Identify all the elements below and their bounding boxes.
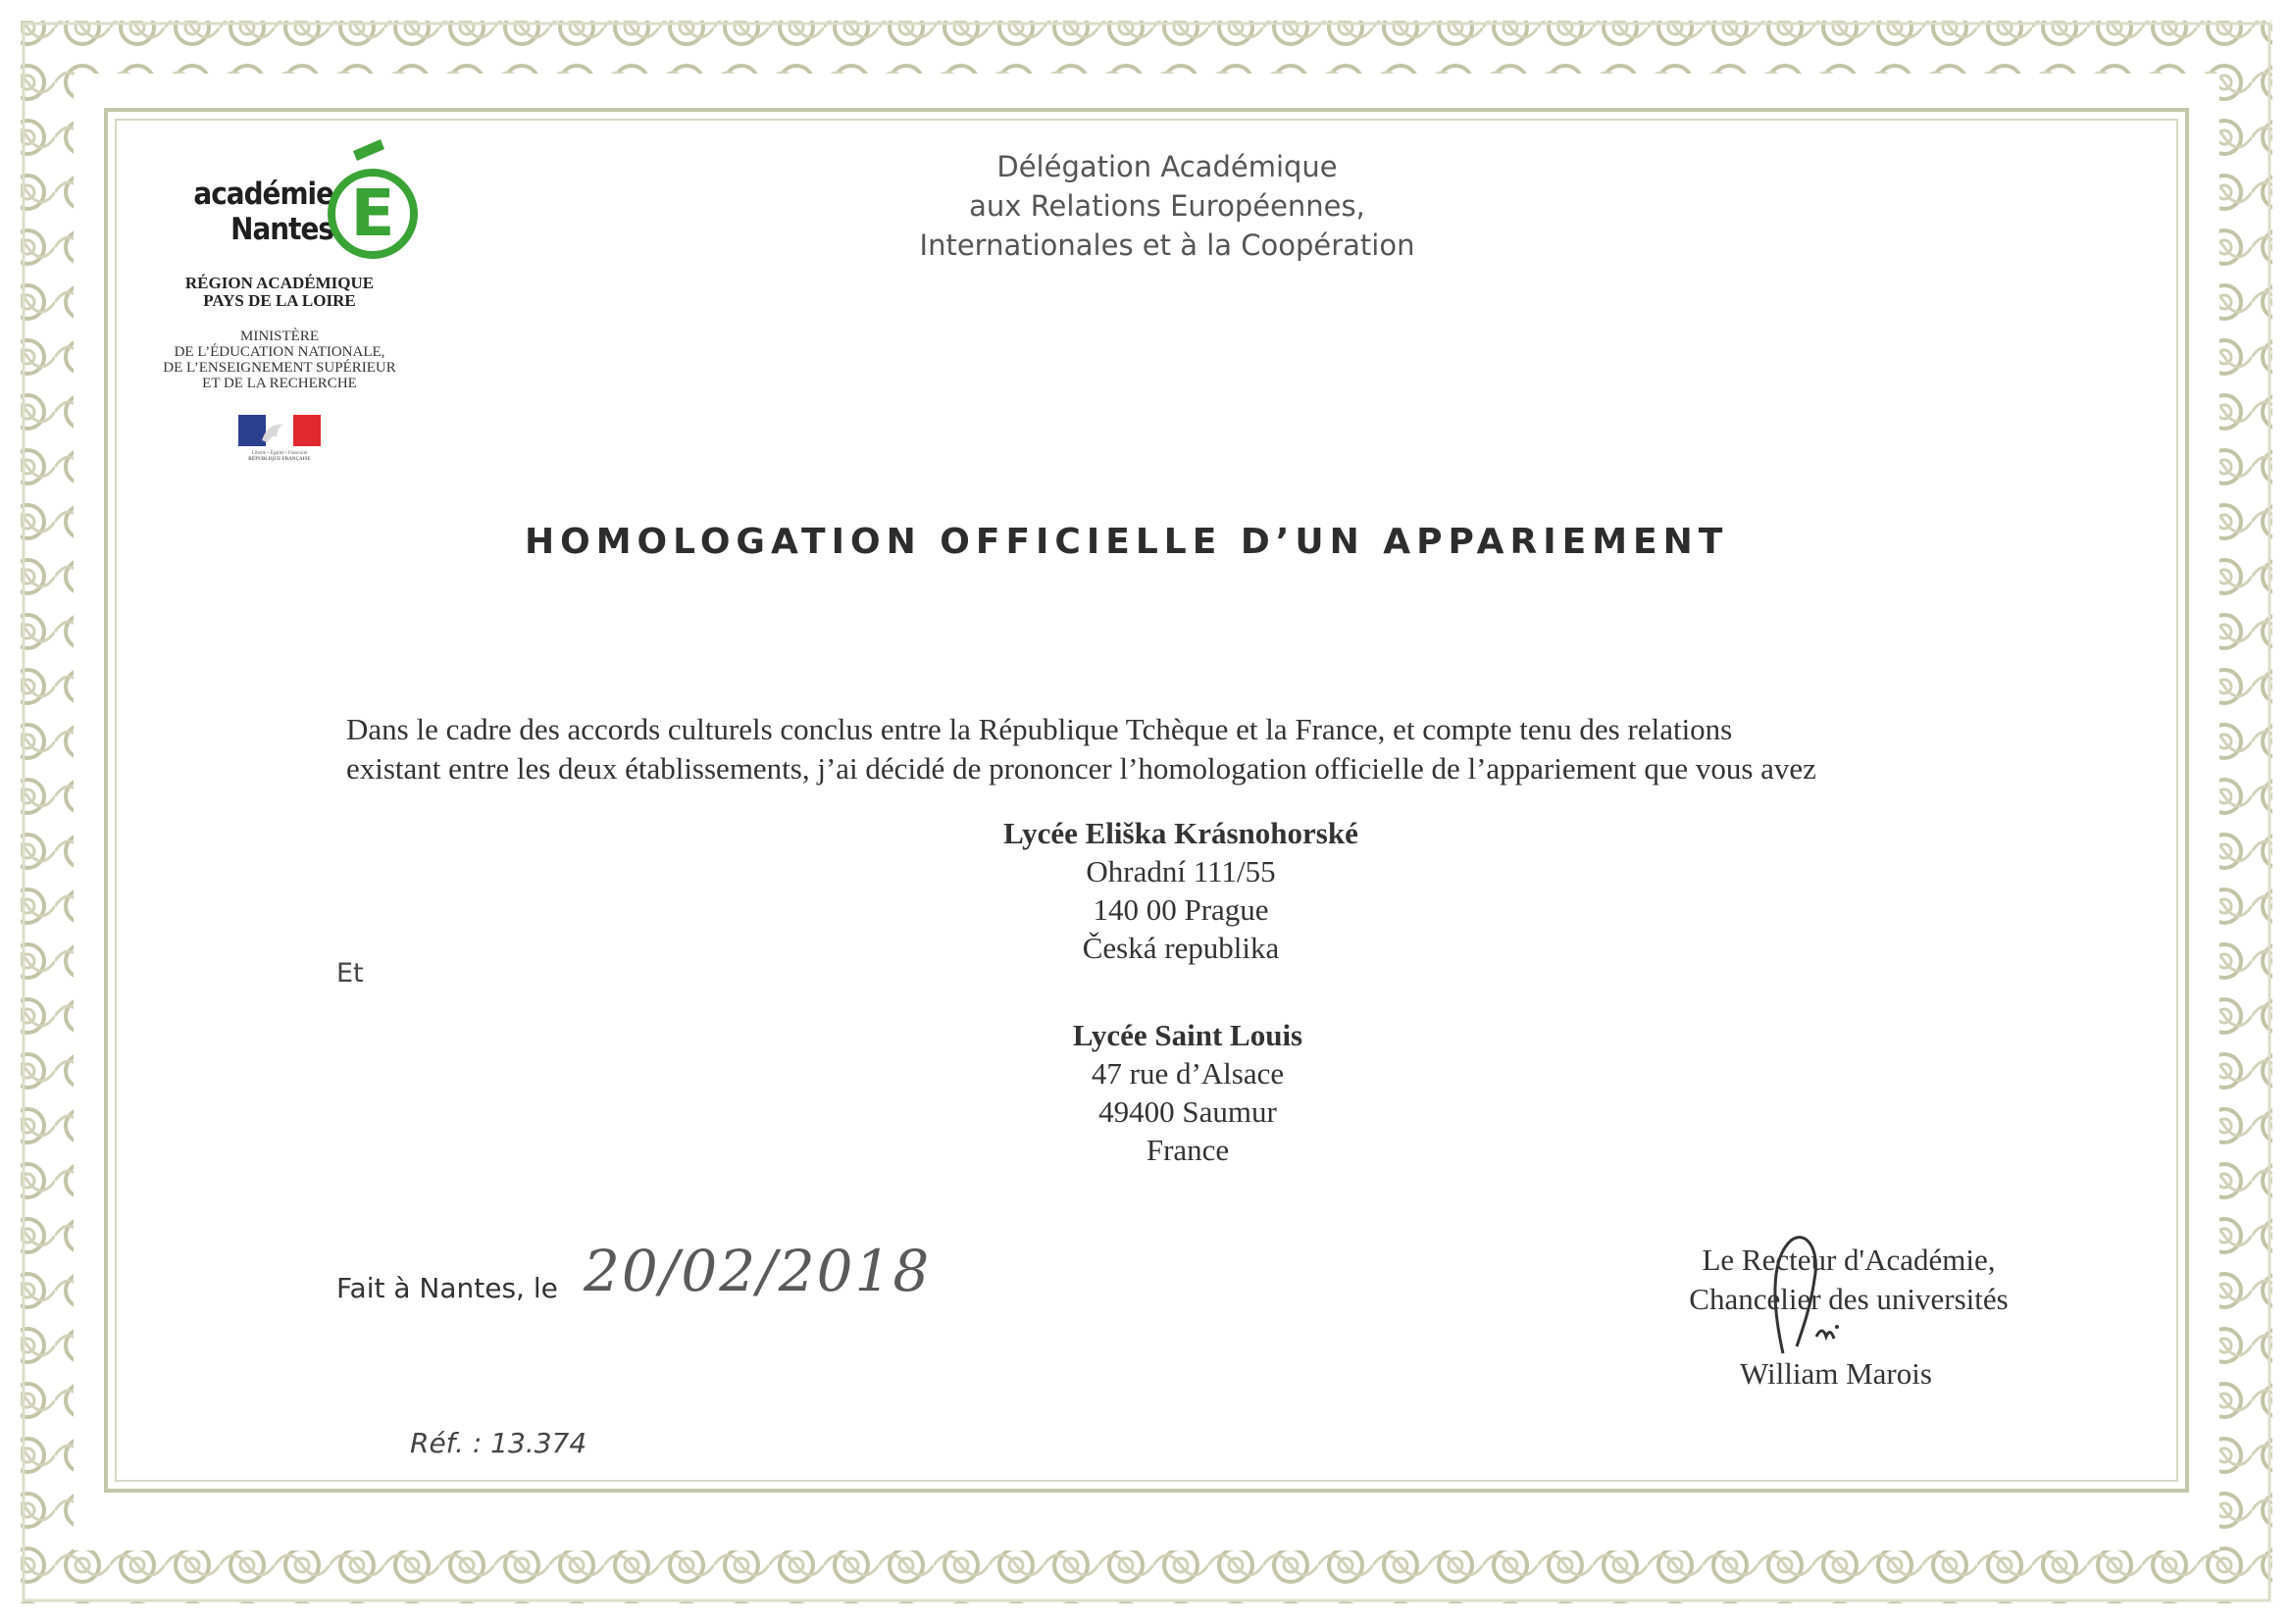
delegation-header — [873, 147, 1461, 265]
marianne-flag-logo — [238, 415, 321, 462]
flag-caption-republique: RÉPUBLIQUE FRANÇAISE — [248, 457, 311, 462]
delegation-line: Délégation Académique — [996, 150, 1338, 183]
handwritten-date: 20/02/2018 — [584, 1238, 932, 1304]
region-line-1: RÉGION ACADÉMIQUE — [184, 274, 375, 292]
ministere-line: DE L’ENSEIGNEMENT SUPÉRIEUR — [163, 360, 396, 376]
school-2-city: 49400 Saumur — [1098, 1094, 1277, 1129]
region-line-2: PAYS DE LA LOIRE — [203, 291, 356, 310]
delegation-line: Internationales et à la Coopération — [919, 228, 1415, 262]
academie-e-icon — [324, 137, 422, 265]
intro-line: Dans le cadre des accords culturels conclus entre la République Tchèque et la France, et compte tenu des relations — [346, 712, 1733, 746]
reference-number: Réf. : 13.374 — [410, 1427, 587, 1459]
intro-line: existant entre les deux établissements, j’ai décidé de prononcer l’homologation officielle de l’appariement que vous avez — [346, 751, 1816, 786]
recteur-line: Chancelier des universités — [1689, 1282, 2009, 1316]
intro-paragraph — [346, 710, 1816, 788]
school-1-country: Česká republika — [1082, 931, 1280, 965]
logo-line-nantes: Nantes — [230, 212, 333, 247]
school-2-country: France — [1146, 1133, 1230, 1167]
academie-logo — [186, 137, 422, 275]
recteur-line: Le Recteur d'Académie, — [1702, 1243, 1996, 1277]
school-1-city: 140 00 Prague — [1093, 892, 1269, 927]
school-2-street: 47 rue d’Alsace — [1091, 1056, 1285, 1091]
logo-line-academie: académie — [193, 177, 333, 212]
flag-caption-motto: Liberté • Égalité • Fraternité — [251, 451, 308, 456]
delegation-line: aux Relations Européennes, — [969, 189, 1365, 223]
school-1-name: Lycée Eliška Krásnohorské — [1003, 816, 1358, 850]
signer-name: William Marois — [1740, 1356, 1932, 1391]
svg-text:E: E — [350, 176, 395, 251]
et-conjunction: Et — [336, 958, 364, 989]
ministere-block — [127, 329, 432, 391]
handwritten-signature — [1756, 1231, 1863, 1368]
ministere-line: DE L’ÉDUCATION NATIONALE, — [174, 344, 385, 360]
french-flag-icon — [238, 415, 321, 446]
ministere-line: ET DE LA RECHERCHE — [202, 376, 357, 391]
school-1-address — [887, 814, 1475, 967]
document-title: HOMOLOGATION OFFICIELLE D’UN APPARIEMENT — [525, 522, 1729, 562]
ministere-line: MINISTÈRE — [240, 329, 319, 344]
school-2-address — [893, 1016, 1482, 1169]
fait-a-nantes-label: Fait à Nantes, le — [336, 1272, 558, 1304]
school-2-name: Lycée Saint Louis — [1072, 1018, 1303, 1052]
school-1-street: Ohradní 111/55 — [1086, 854, 1276, 888]
